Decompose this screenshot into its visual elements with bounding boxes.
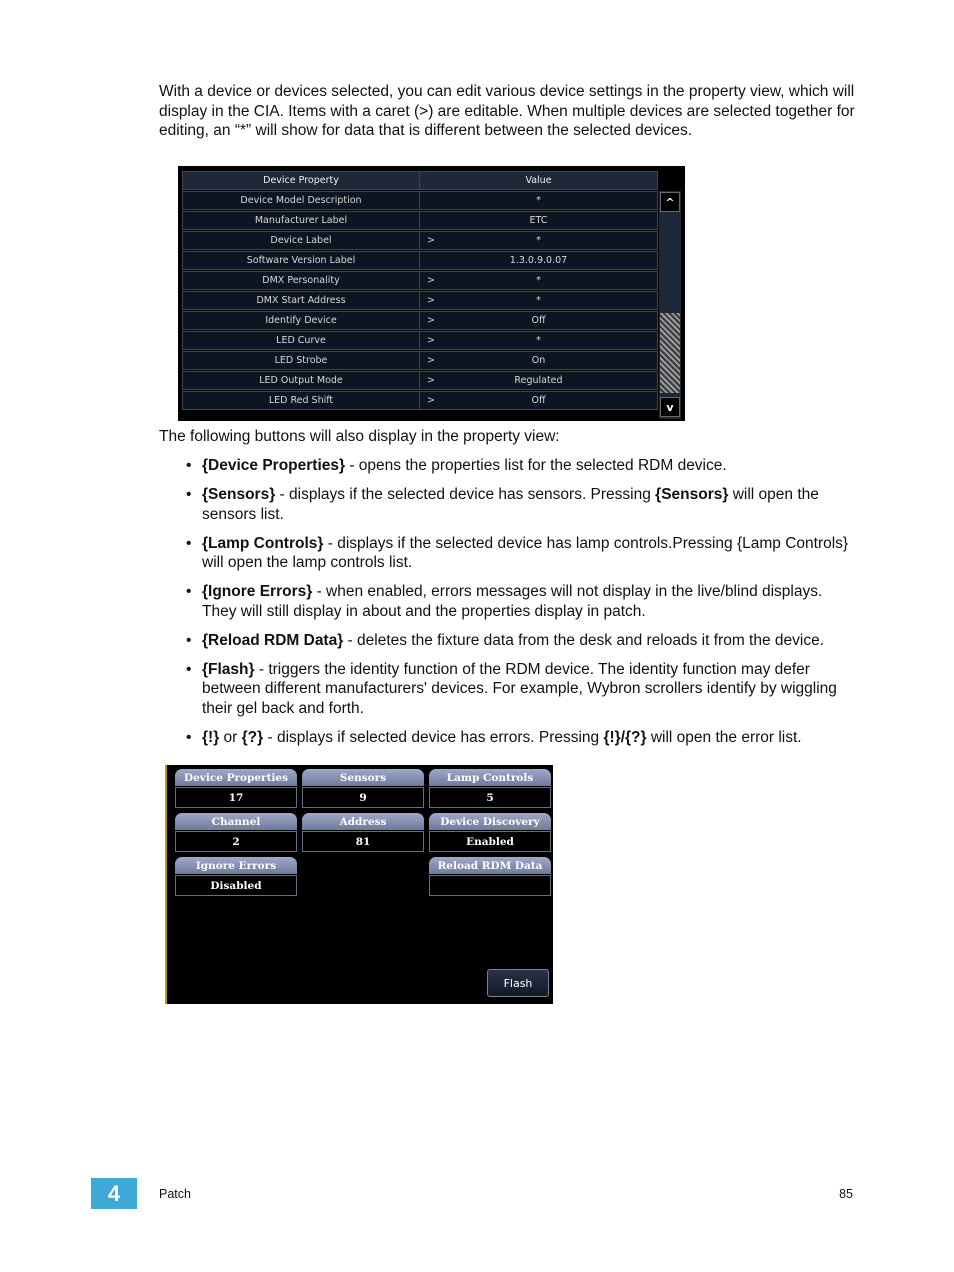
button-name: {Lamp Controls} xyxy=(202,534,324,552)
list-item xyxy=(186,582,856,621)
property-value: Off xyxy=(531,315,546,326)
address-button[interactable] xyxy=(302,813,424,853)
table-row[interactable] xyxy=(182,391,658,410)
button-value xyxy=(429,875,551,896)
property-name: Manufacturer Label xyxy=(182,211,420,230)
editable-caret: > xyxy=(427,315,435,326)
property-table xyxy=(182,171,658,411)
table-row[interactable] xyxy=(182,271,658,290)
property-name: Device Model Description xyxy=(182,191,420,210)
ignore-errors-button[interactable] xyxy=(175,857,297,897)
description-text: - displays if selected device has errors. Pressing xyxy=(263,728,604,746)
property-name: LED Strobe xyxy=(182,351,420,370)
description-text: - displays if the selected device has sensors. Pressing xyxy=(275,486,656,503)
chapter-number: 4 xyxy=(91,1178,137,1209)
button-name: {?} xyxy=(241,728,264,746)
reload-rdm-data-button[interactable] xyxy=(429,857,551,897)
property-view-screenshot xyxy=(178,166,685,421)
editable-caret: > xyxy=(427,335,435,346)
description-text: - when enabled, errors messages will not display in the live/blind displays. They will still display in about and the properties display in patch. xyxy=(202,583,823,620)
button-name: {Flash} xyxy=(202,660,255,678)
following-paragraph: The following buttons will also display in the property view: xyxy=(159,428,560,445)
property-name: Software Version Label xyxy=(182,251,420,270)
button-label: Device Properties xyxy=(175,769,297,786)
header-device-property: Device Property xyxy=(182,171,420,190)
intro-paragraph: With a device or devices selected, you can edit various device settings in the property view, which will display in the CIA. Items with a caret (>) are editable. When multiple devices are selected together for editing, an “*” will show for data that is different between the selected devices. xyxy=(159,83,855,139)
button-name: {Device Properties} xyxy=(202,457,346,474)
property-value-cell xyxy=(420,391,658,410)
editable-caret: > xyxy=(427,295,435,306)
table-row[interactable] xyxy=(182,311,658,330)
device-properties-button[interactable] xyxy=(175,769,297,809)
description-text: or xyxy=(219,728,242,746)
table-row[interactable] xyxy=(182,251,658,270)
property-value: ETC xyxy=(529,215,548,226)
list-item xyxy=(186,728,856,748)
list-item xyxy=(186,660,856,719)
button-name: {Sensors} xyxy=(655,486,729,503)
page-number: 85 xyxy=(839,1187,853,1201)
description-text: - triggers the identity function of the RDM device. The identity function may defer between different manufacturers' devices. For example, Wybron scrollers identify by wiggling their gel back and forth. xyxy=(202,660,837,717)
button-value: 5 xyxy=(429,787,551,808)
table-row[interactable] xyxy=(182,291,658,310)
scroll-down-button[interactable]: v xyxy=(660,397,680,417)
button-description-list xyxy=(186,456,856,757)
property-buttons-screenshot xyxy=(165,765,553,1004)
editable-caret: > xyxy=(427,235,435,246)
button-value: 81 xyxy=(302,831,424,852)
editable-caret: > xyxy=(427,375,435,386)
scroll-up-button[interactable]: ^ xyxy=(660,192,680,212)
sensors-button[interactable] xyxy=(302,769,424,809)
list-item xyxy=(186,534,856,573)
description-text: - displays if the selected device has lamp controls.Pressing {Lamp Controls} will open the lamp controls list. xyxy=(202,534,849,571)
list-item xyxy=(186,631,856,651)
button-value: Enabled xyxy=(429,831,551,852)
button-label: Address xyxy=(302,813,424,830)
editable-caret: > xyxy=(427,395,435,406)
table-header xyxy=(182,171,658,190)
scroll-thumb[interactable] xyxy=(660,313,680,393)
description-text: will open the error list. xyxy=(646,728,802,746)
property-value: * xyxy=(536,335,541,346)
description-text: - deletes the fixture data from the desk and reloads it from the device. xyxy=(343,631,824,649)
footer-section: Patch xyxy=(159,1187,191,1201)
property-value: * xyxy=(536,195,541,206)
device-discovery-button[interactable] xyxy=(429,813,551,853)
property-value-cell xyxy=(420,311,658,330)
property-name: LED Red Shift xyxy=(182,391,420,410)
scrollbar[interactable] xyxy=(659,191,681,419)
button-value: 17 xyxy=(175,787,297,808)
button-value: 9 xyxy=(302,787,424,808)
header-value: Value xyxy=(420,171,658,190)
property-name: DMX Personality xyxy=(182,271,420,290)
property-value-cell xyxy=(420,291,658,310)
description-text: - opens the properties list for the selected RDM device. xyxy=(345,457,727,474)
editable-caret: > xyxy=(427,275,435,286)
property-value: Regulated xyxy=(514,375,563,386)
property-value: * xyxy=(536,275,541,286)
property-value: * xyxy=(536,295,541,306)
editable-caret: > xyxy=(427,355,435,366)
channel-button[interactable] xyxy=(175,813,297,853)
table-row[interactable] xyxy=(182,191,658,210)
table-row[interactable] xyxy=(182,211,658,230)
button-label: Reload RDM Data xyxy=(429,857,551,874)
button-label: Channel xyxy=(175,813,297,830)
property-value-cell xyxy=(420,271,658,290)
button-value: Disabled xyxy=(175,875,297,896)
list-item xyxy=(186,456,856,476)
table-row[interactable] xyxy=(182,331,658,350)
property-name: LED Curve xyxy=(182,331,420,350)
property-value: On xyxy=(531,355,546,366)
table-row[interactable] xyxy=(182,371,658,390)
property-value-cell xyxy=(420,211,658,230)
button-label: Lamp Controls xyxy=(429,769,551,786)
flash-button[interactable]: Flash xyxy=(487,969,549,997)
property-value-cell xyxy=(420,331,658,350)
property-name: LED Output Mode xyxy=(182,371,420,390)
table-row[interactable] xyxy=(182,351,658,370)
button-value: 2 xyxy=(175,831,297,852)
list-item xyxy=(186,485,856,524)
property-value-cell xyxy=(420,231,658,250)
property-value-cell xyxy=(420,351,658,370)
property-name: DMX Start Address xyxy=(182,291,420,310)
button-name: {Reload RDM Data} xyxy=(202,631,344,649)
property-name: Identify Device xyxy=(182,311,420,330)
button-name: {!} xyxy=(202,728,220,746)
button-label: Ignore Errors xyxy=(175,857,297,874)
property-value-cell xyxy=(420,371,658,390)
button-name: {Ignore Errors} xyxy=(202,583,313,600)
table-row[interactable] xyxy=(182,231,658,250)
property-value: 1.3.0.9.0.07 xyxy=(509,255,568,266)
property-value-cell xyxy=(420,191,658,210)
button-label: Device Discovery xyxy=(429,813,551,830)
property-value: * xyxy=(536,235,541,246)
button-name: {!}/{?} xyxy=(603,728,647,746)
property-name: Device Label xyxy=(182,231,420,250)
property-value-cell xyxy=(420,251,658,270)
button-label: Sensors xyxy=(302,769,424,786)
description-text: will open the sensors list. xyxy=(202,486,819,523)
lamp-controls-button[interactable] xyxy=(429,769,551,809)
button-name: {Sensors} xyxy=(202,486,276,503)
property-value: Off xyxy=(531,395,546,406)
